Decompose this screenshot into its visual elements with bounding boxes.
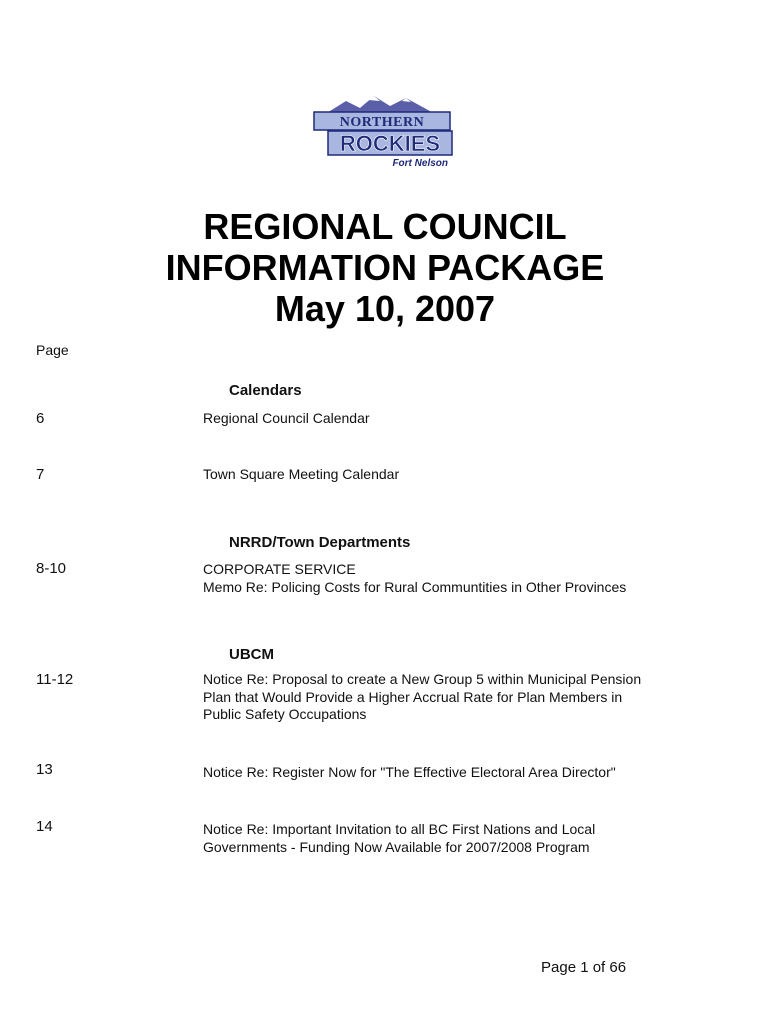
entry-page-number: 6 — [36, 410, 45, 427]
entry-page-number: 11-12 — [36, 671, 74, 688]
document-date: May 10, 2007 — [274, 288, 496, 329]
entry-page-number: 14 — [36, 818, 53, 835]
entry-page-number: 8-10 — [36, 560, 67, 577]
svg-text:ROCKIES: ROCKIES — [339, 131, 441, 156]
svg-text:Fort Nelson: Fort Nelson — [392, 158, 448, 169]
entry-description: Notice Re: Proposal to create a New Group 5 within Municipal Pension Plan that Would Provide a Higher Accrual Rate for Plan Members in Public Safety Occupations — [203, 671, 642, 722]
entry-page-number: 7 — [36, 466, 45, 483]
entry-description: Town Square Meeting Calendar — [203, 466, 400, 482]
svg-text:NORTHERN: NORTHERN — [339, 115, 425, 130]
section-title-calendars: Calendars — [229, 382, 302, 399]
page-counter: Page 1 of 66 — [541, 959, 627, 976]
entry-description: Notice Re: Important Invitation to all BC First Nations and Local Governments - Funding Now Available for 2007/2008 Program — [203, 821, 596, 855]
entry-page-number: 13 — [36, 761, 53, 778]
section-title-departments: NRRD/Town Departments — [229, 534, 411, 551]
northern-rockies-logo — [308, 92, 458, 172]
entry-description: Regional Council Calendar — [203, 410, 370, 426]
document-title-line-1: REGIONAL COUNCIL — [203, 206, 567, 247]
document-title-line-2: INFORMATION PACKAGE — [165, 247, 605, 288]
entry-description: Notice Re: Register Now for "The Effective Electoral Area Director" — [203, 764, 616, 780]
section-title-ubcm: UBCM — [229, 646, 274, 663]
page-column-label: Page — [36, 342, 69, 358]
entry-description: CORPORATE SERVICE Memo Re: Policing Costs for Rural Communtities in Other Provinces — [203, 561, 627, 595]
